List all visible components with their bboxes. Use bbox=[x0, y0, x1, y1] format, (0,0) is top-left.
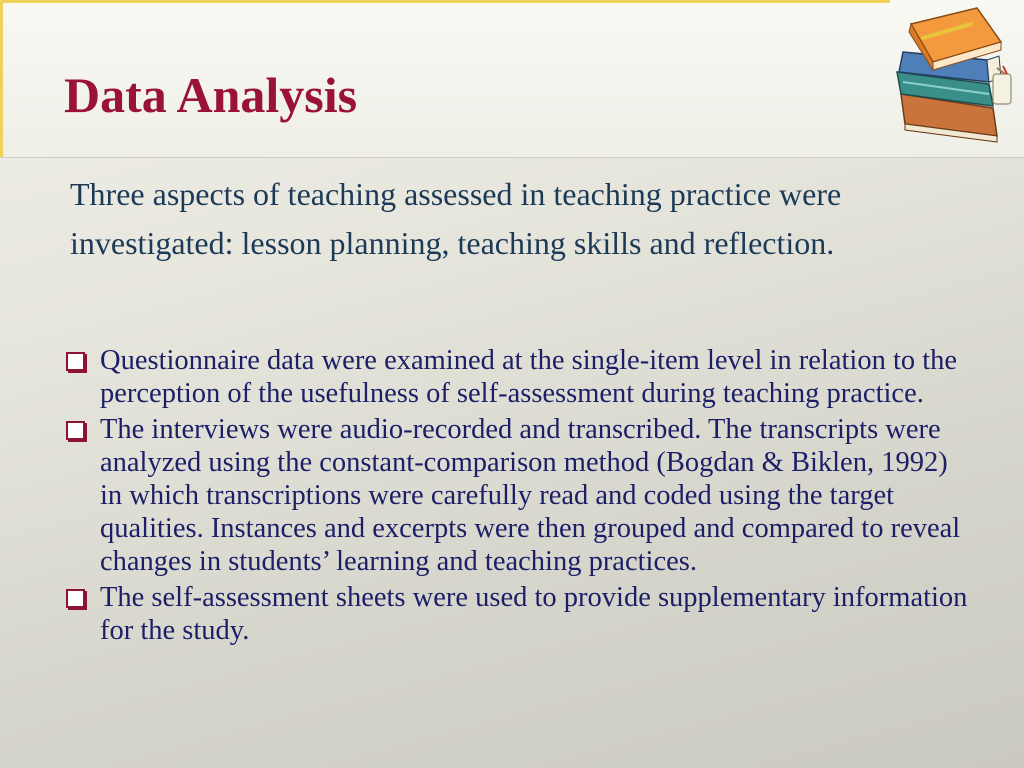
bullet-text: The interviews were audio-recorded and transcribed. The transcripts were analyzed using the constant-comparison method (Bogdan & Biklen, 1992) in which transcriptions were carefully read and coded using the target qualities. Instances and excerpts were then grouped and compared to reveal changes in students’ learning and teaching practices. bbox=[100, 414, 961, 577]
books-stack-icon bbox=[893, 2, 1019, 148]
checkbox-square-icon bbox=[66, 421, 85, 440]
bullet-text: The self-assessment sheets were used to provide supplementary information for the study. bbox=[100, 582, 968, 646]
list-item bbox=[64, 581, 974, 647]
checkbox-square-icon bbox=[66, 589, 85, 608]
slide-title: Data Analysis bbox=[64, 67, 358, 123]
accent-bar-top bbox=[0, 0, 890, 3]
list-item bbox=[64, 413, 974, 578]
intro-paragraph: Three aspects of teaching assessed in teaching practice were investigated: lesson planning, teaching skills and reflection. bbox=[70, 176, 842, 261]
slide-header bbox=[0, 0, 1024, 158]
accent-bar-left bbox=[0, 0, 3, 157]
bullet-text: Questionnaire data were examined at the single-item level in relation to the perception of the usefulness of self-assessment during teaching practice. bbox=[100, 345, 958, 409]
list-item bbox=[64, 344, 974, 410]
checkbox-square-icon bbox=[66, 352, 85, 371]
bullet-list bbox=[64, 344, 974, 650]
